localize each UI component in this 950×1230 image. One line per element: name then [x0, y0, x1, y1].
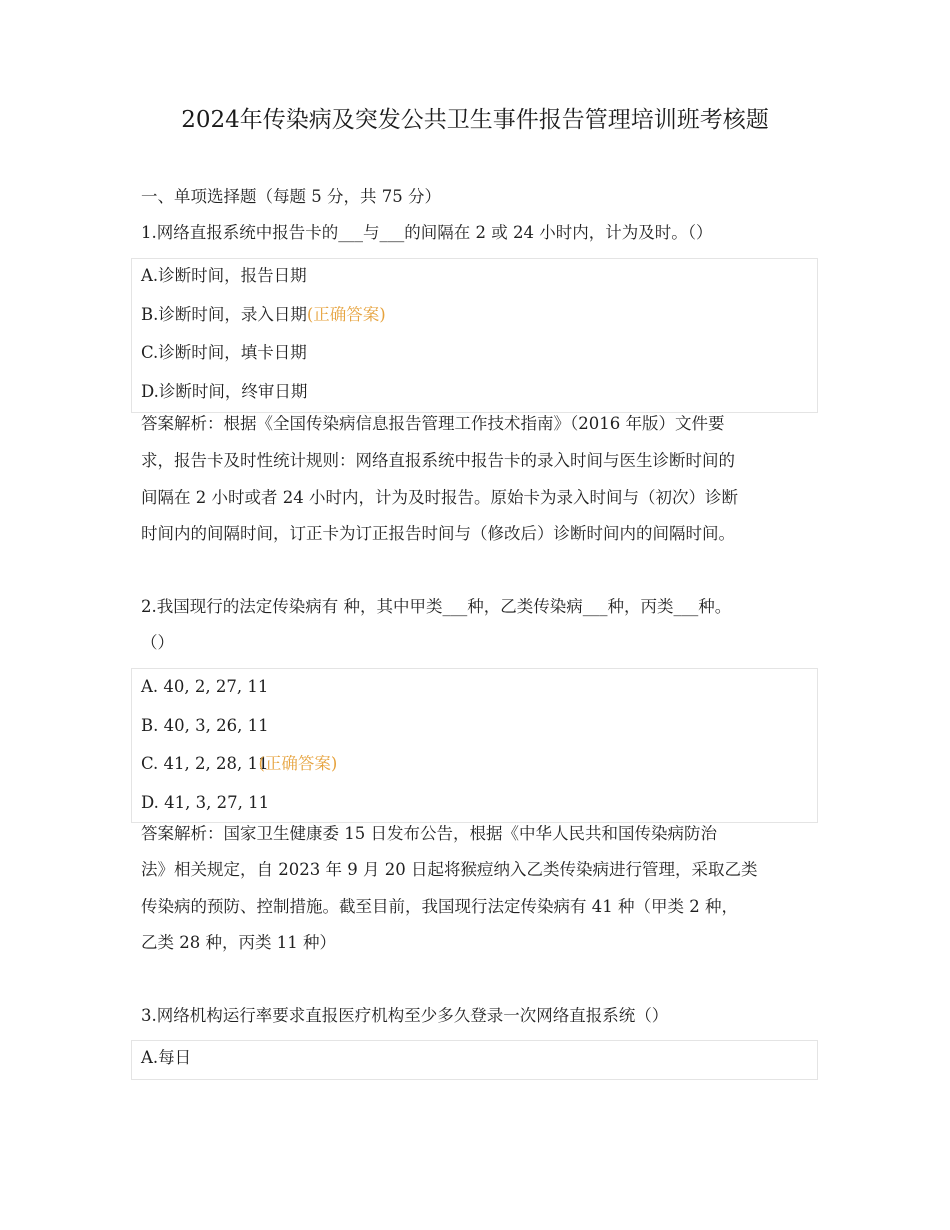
question-1-option-d[interactable] — [141, 381, 307, 403]
correct-answer-tag: (正确答案) — [306, 305, 386, 324]
question-2-option-a[interactable] — [141, 676, 268, 698]
question-1-analysis-line: 时间内的间隔时间，订正卡为订正报告时间与（修改后）诊断时间内的间隔时间。 — [141, 524, 735, 543]
question-2-analysis-line: 答案解析：国家卫生健康委 15 日发布公告，根据《中华人民共和国传染病防治 — [141, 824, 717, 843]
option-text: B.诊断时间，录入日期 — [141, 305, 307, 324]
question-1-analysis-line: 答案解析：根据《全国传染病信息报告管理工作技术指南》（2016 年版）文件要 — [141, 414, 725, 433]
option-text: B. 40, 3, 26, 11 — [141, 716, 269, 735]
question-3-options — [131, 1040, 818, 1080]
document-title: 2024年传染病及突发公共卫生事件报告管理培训班考核题 — [181, 107, 769, 133]
question-1-option-c[interactable] — [141, 342, 307, 364]
section-heading: 一、单项选择题（每题 5 分，共 75 分） — [141, 187, 441, 206]
option-text: A.每日 — [141, 1048, 192, 1067]
option-text: A. 40, 2, 27, 11 — [141, 677, 269, 696]
option-text: D.诊断时间，终审日期 — [141, 382, 308, 401]
question-2-option-c[interactable] — [141, 753, 337, 775]
question-2-options — [131, 668, 818, 823]
question-1-option-a[interactable] — [141, 265, 307, 287]
question-1-option-b[interactable] — [141, 304, 386, 326]
question-2-stem: 2.我国现行的法定传染病有 种，其中甲类___种，乙类传染病___种，丙类___种。 — [141, 597, 732, 616]
question-2-analysis-line: 传染病的预防、控制措施。截至目前，我国现行法定传染病有 41 种（甲类 2 种， — [141, 897, 738, 916]
question-1-analysis-line: 间隔在 2 小时或者 24 小时内，计为及时报告。原始卡为录入时间与（初次）诊断 — [141, 488, 738, 507]
option-text: C.诊断时间，填卡日期 — [141, 343, 307, 362]
question-2-stem-cont: （） — [141, 633, 174, 652]
option-text: D. 41, 3, 27, 11 — [141, 793, 270, 812]
question-3-stem: 3.网络机构运行率要求直报医疗机构至少多久登录一次网络直报系统（） — [141, 1006, 669, 1025]
question-1-stem: 1.网络直报系统中报告卡的___与___的间隔在 2 或 24 小时内，计为及时。（） — [141, 223, 713, 242]
question-1-analysis-line: 求，报告卡及时性统计规则：网络直报系统中报告卡的录入时间与医生诊断时间的 — [141, 451, 735, 470]
question-3-option-a[interactable] — [141, 1047, 191, 1069]
question-1-options — [131, 258, 818, 413]
option-text: A.诊断时间，报告日期 — [141, 266, 307, 285]
question-2-option-d[interactable] — [141, 792, 269, 814]
correct-answer-tag: (正确答案) — [258, 754, 338, 773]
question-2-analysis-line: 法》相关规定，自 2023 年 9 月 20 日起将猴痘纳入乙类传染病进行管理，采取乙类 — [141, 860, 758, 879]
question-2-analysis-line: 乙类 28 种，丙类 11 种） — [141, 933, 336, 952]
question-2-option-b[interactable] — [141, 715, 269, 737]
option-text: C. 41, 2, 28, 11 — [141, 754, 269, 773]
